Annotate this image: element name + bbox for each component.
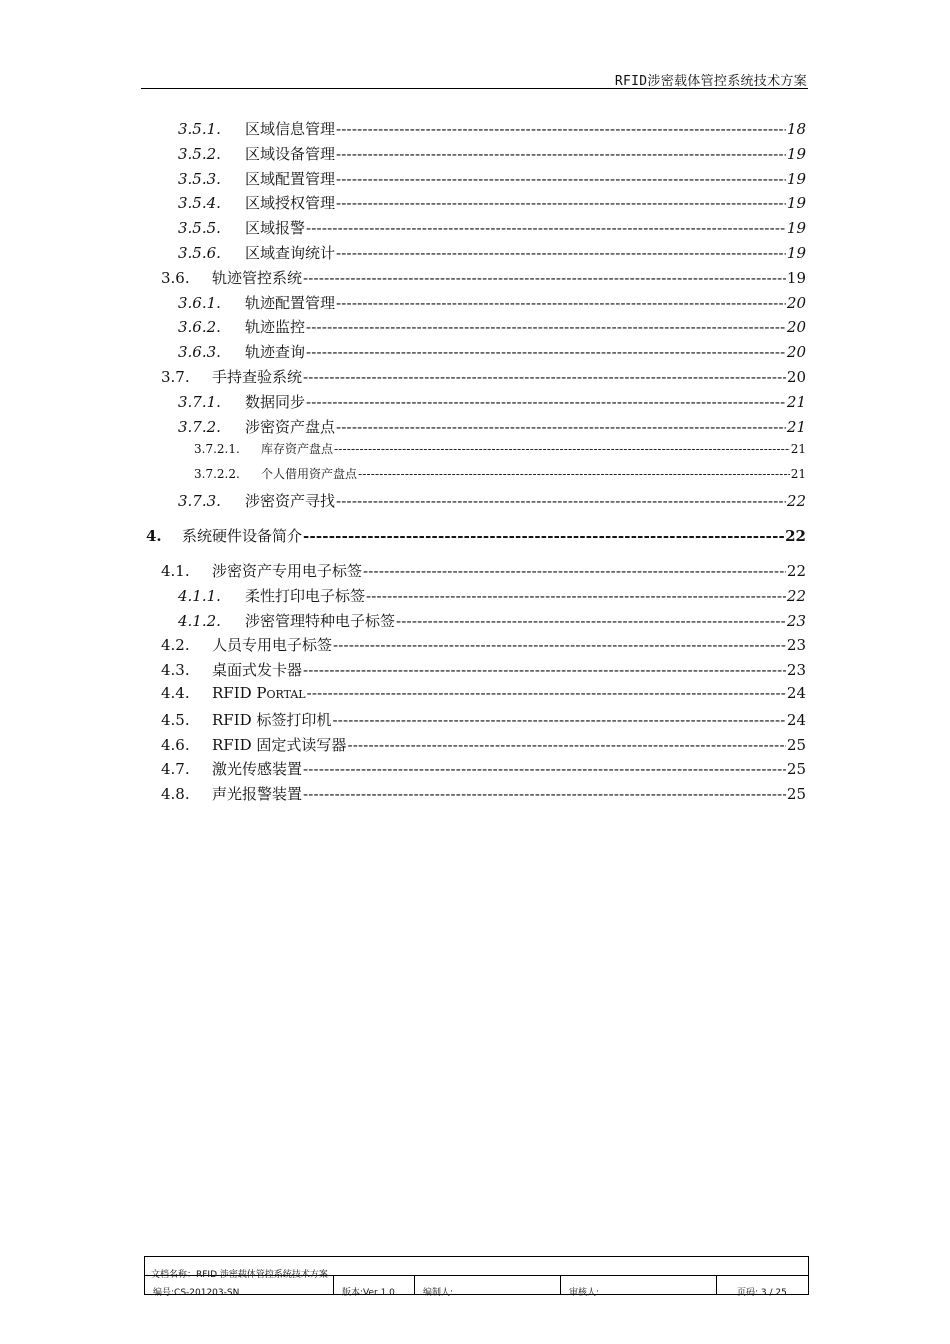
toc-entry-page: 20 (786, 368, 806, 386)
toc-entry-number: 3.7.2.2. (194, 467, 240, 482)
toc-leader-dots (347, 736, 785, 754)
toc-leader-dots (307, 684, 786, 702)
toc-leader-dots (336, 492, 786, 510)
toc-entry-label: 涉密资产专用电子标签 (212, 562, 363, 580)
toc-entry-page: 19 (786, 144, 806, 163)
toc-entry[interactable] (178, 192, 806, 213)
toc-entry[interactable] (161, 783, 806, 804)
toc-leader-dots (303, 269, 786, 287)
toc-entry-label: 区域信息管理 (245, 120, 336, 138)
toc-entry-page: 21 (790, 467, 806, 482)
toc-entry-page: 18 (786, 120, 806, 138)
toc-entry-page: 21 (786, 417, 806, 436)
toc-entry-label: 库存资产盘点 (261, 442, 334, 457)
toc-leader-dots (303, 527, 784, 545)
toc-leader-dots (306, 318, 786, 336)
toc-leader-dots (336, 194, 786, 212)
toc-leader-dots (363, 562, 786, 580)
toc-entry-page: 22 (786, 586, 806, 605)
footer-version-cell (333, 1275, 415, 1298)
toc-entry-number: 4.1.1. (178, 586, 221, 605)
toc-entry[interactable] (178, 316, 806, 337)
footer-version: 版本:Ver 1.0 (342, 1288, 395, 1298)
footer-editor-cell (414, 1275, 561, 1298)
toc-entry-number: 4.2. (161, 636, 190, 655)
toc-entry-number: 4.1.2. (178, 611, 221, 630)
toc-entry-number: 3.5.6. (178, 244, 221, 262)
toc-leader-dots (336, 170, 786, 188)
toc-entry-label: 桌面式发卡器 (212, 661, 303, 680)
toc-entry-label: 区域配置管理 (245, 169, 336, 188)
toc-entry-number: 3.7.3. (178, 492, 221, 511)
toc-entry[interactable] (178, 143, 806, 164)
toc-entry-number: 3.5.4. (178, 194, 221, 213)
toc-entry[interactable] (161, 267, 806, 288)
toc-entry-number: 3.5.3. (178, 169, 221, 188)
toc-entry[interactable] (161, 659, 806, 680)
footer-code-cell (145, 1275, 333, 1298)
toc-entry[interactable] (146, 525, 806, 546)
toc-leader-dots (306, 219, 786, 237)
toc-entry-page: 20 (786, 343, 806, 362)
toc-leader-dots (303, 661, 786, 679)
toc-entry-number: 3.7.2. (178, 417, 221, 436)
footer-reviewer-cell (560, 1275, 717, 1298)
toc-entry-label: 轨迹配置管理 (245, 293, 336, 312)
toc-entry[interactable] (178, 610, 806, 631)
toc-entry[interactable] (161, 366, 806, 387)
footer-doc-name: 文档名称：RFID 涉密载体管控系统技术方案 (151, 1270, 328, 1280)
toc-entry-label: 数据同步 (245, 392, 306, 411)
toc-leader-dots (336, 145, 786, 163)
toc-entry-number: 4.8. (161, 785, 190, 804)
toc-entry-number: 3.6.1. (178, 293, 221, 312)
toc-entry-label: 涉密管理特种电子标签 (245, 611, 396, 630)
toc-entry[interactable] (178, 292, 806, 313)
footer-page-cell (716, 1275, 809, 1298)
toc-entry[interactable] (178, 242, 806, 263)
toc-entry-page: 23 (786, 636, 806, 655)
toc-leader-dots (306, 393, 786, 411)
toc-entry-number: 3.7.2.1. (194, 442, 240, 457)
toc-entry-number: 3.5.1. (178, 120, 221, 138)
footer-editor: 编制人: (423, 1288, 454, 1298)
toc-leader-dots (334, 442, 790, 456)
toc-leader-dots (366, 587, 786, 605)
toc-entry[interactable] (178, 391, 806, 412)
toc-entry-page: 21 (790, 442, 806, 457)
toc-leader-dots (306, 343, 786, 361)
toc-entry[interactable] (194, 465, 806, 482)
toc-entry[interactable] (178, 217, 806, 238)
toc-entry-number: 4.1. (161, 562, 190, 580)
toc-entry-number: 4.4. (161, 684, 190, 702)
toc-entry[interactable] (178, 416, 806, 437)
toc-leader-dots (332, 711, 785, 729)
header-rule (141, 88, 808, 89)
toc-entry-label: RFID PORTAL (212, 684, 306, 702)
toc-leader-dots (333, 636, 786, 654)
toc-entry[interactable] (161, 758, 806, 779)
toc-entry-number: 4.6. (161, 735, 190, 754)
toc-entry-label: 激光传感装置 (212, 760, 303, 779)
toc-entry-page: 19 (786, 219, 806, 238)
toc-entry[interactable] (194, 440, 806, 457)
toc-entry-page: 22 (786, 562, 806, 580)
document-header-title: RFID涉密载体管控系统技术方案 (614, 74, 807, 89)
toc-entry-page: 24 (786, 684, 806, 702)
toc-leader-dots (336, 120, 786, 138)
toc-entry-label: 人员专用电子标签 (212, 636, 333, 655)
footer-reviewer: 审核人: (569, 1288, 600, 1298)
toc-entry[interactable] (178, 168, 806, 189)
toc-entry-label: 手持查验系统 (212, 368, 303, 386)
toc-entry-page: 20 (786, 318, 806, 337)
footer-code: 编号:CS-201203-SN (153, 1288, 240, 1298)
toc-entry-label: 区域查询统计 (245, 244, 336, 262)
toc-entry-label: 轨迹监控 (245, 318, 306, 337)
toc-entry-page: 25 (786, 760, 806, 779)
toc-entry-page: 19 (786, 169, 806, 188)
toc-leader-dots (358, 467, 790, 481)
toc-entry-label: 轨迹管控系统 (212, 268, 303, 287)
toc-entry-page: 23 (786, 611, 806, 630)
toc-entry-label: 系统硬件设备简介 (182, 527, 303, 546)
toc-entry-label: 声光报警装置 (212, 785, 303, 804)
toc-entry[interactable] (161, 709, 806, 730)
toc-entry[interactable] (178, 118, 806, 139)
toc-entry[interactable] (178, 490, 806, 511)
toc-leader-dots (336, 418, 786, 436)
toc-entry-number: 3.5.5. (178, 219, 221, 238)
toc-entry-label: RFID 标签打印机 (212, 710, 332, 729)
toc-leader-dots (303, 368, 786, 386)
toc-entry-number: 3.7. (161, 368, 190, 386)
toc-leader-dots (336, 294, 786, 312)
toc-entry-page: 19 (786, 194, 806, 213)
toc-entry[interactable] (178, 341, 806, 362)
toc-leader-dots (336, 244, 786, 262)
toc-entry-number: 4. (146, 527, 162, 546)
toc-leader-dots (303, 785, 786, 803)
toc-entry[interactable] (178, 585, 806, 606)
toc-entry-page: 23 (786, 661, 806, 680)
toc-entry-number: 3.5.2. (178, 144, 221, 163)
toc-entry[interactable] (161, 734, 806, 755)
toc-entry[interactable] (161, 560, 806, 581)
toc-entry-page: 24 (786, 710, 806, 729)
toc-entry-label: 区域设备管理 (245, 144, 336, 163)
toc-entry-label: 柔性打印电子标签 (245, 586, 366, 605)
toc-entry-label: 涉密资产盘点 (245, 417, 336, 436)
toc-entry-page: 22 (786, 492, 806, 511)
toc-entry-label: 区域报警 (245, 219, 306, 238)
toc-entry-number: 3.7.1. (178, 392, 221, 411)
toc-leader-dots (396, 612, 786, 630)
toc-leader-dots (303, 760, 786, 778)
page-footer (144, 1256, 809, 1298)
toc-entry-page: 20 (786, 293, 806, 312)
toc-entry-page: 21 (786, 392, 806, 411)
toc-entry-number: 4.5. (161, 710, 190, 729)
toc-entry-page: 19 (786, 244, 806, 262)
toc-entry-label: 轨迹查询 (245, 343, 306, 362)
toc-entry-page: 19 (786, 268, 806, 287)
toc-entry-label: 涉密资产寻找 (245, 492, 336, 511)
toc-entry-page: 25 (786, 735, 806, 754)
toc-entry-label: 个人借用资产盘点 (261, 467, 358, 482)
toc-entry-page: 22 (785, 527, 806, 546)
toc-entry-page: 25 (786, 785, 806, 804)
toc-entry-number: 4.3. (161, 661, 190, 680)
footer-doc-name-row (145, 1257, 808, 1280)
toc-entry-number: 4.7. (161, 760, 190, 779)
toc-entry-label: 区域授权管理 (245, 194, 336, 213)
toc-entry-number: 3.6. (161, 268, 190, 287)
toc-entry-number: 3.6.3. (178, 343, 221, 362)
toc-entry-label: RFID 固定式读写器 (212, 735, 347, 754)
toc-entry-number: 3.6.2. (178, 318, 221, 337)
toc-entry[interactable] (161, 634, 806, 655)
footer-page-number: 页码: 3 / 25 (737, 1288, 787, 1298)
toc-entry[interactable] (161, 684, 806, 702)
